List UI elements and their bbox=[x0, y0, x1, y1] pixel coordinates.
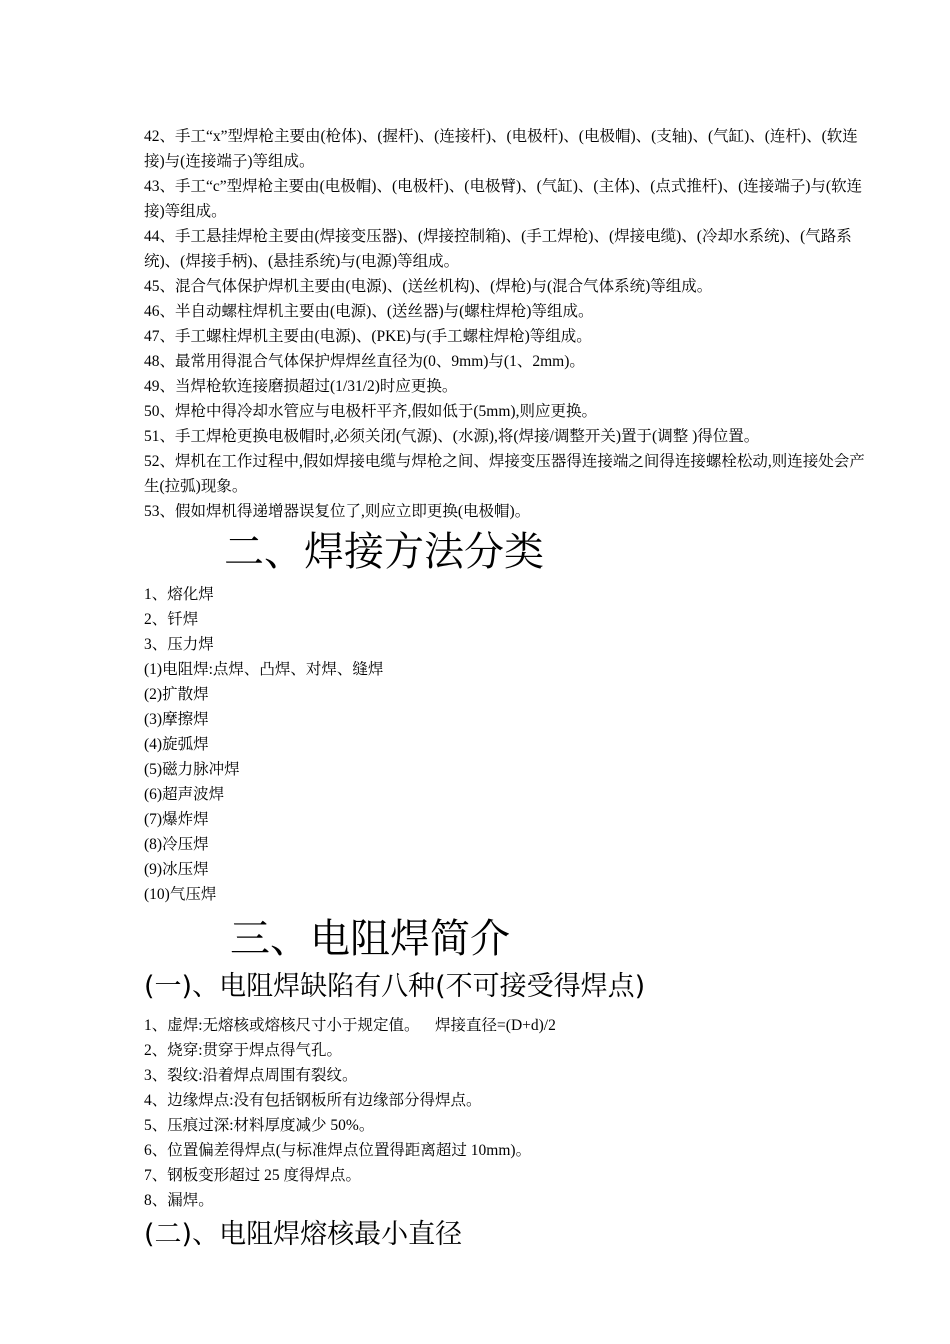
subsection-heading-defects: (一)、电阻焊缺陷有八种(不可接受得焊点) bbox=[144, 971, 646, 1002]
document-body bbox=[144, 124, 866, 1261]
list-item: 3、裂纹:沿着焊点周围有裂纹。 bbox=[144, 1067, 358, 1084]
list-item: 45、混合气体保护焊机主要由(电源)、(送丝机构)、(焊枪)与(混合气体系统)等组成。 bbox=[144, 278, 713, 295]
section-heading-resistance-welding: 三、电阻焊简介 bbox=[230, 916, 510, 962]
list-item: (9)冰压焊 bbox=[144, 861, 209, 878]
list-item: (3)摩擦焊 bbox=[144, 711, 209, 728]
list-item: 5、压痕过深:材料厚度减少 50%。 bbox=[144, 1117, 375, 1134]
list-item: 43、手工“c”型焊枪主要由(电极帽)、(电极杆)、(电极臂)、(气缸)、(主体)、(点式推杆)、(连接端子)与(软连接)等组成。 bbox=[144, 178, 863, 220]
list-item: (8)冷压焊 bbox=[144, 836, 209, 853]
list-item: 2、烧穿:贯穿于焊点得气孔。 bbox=[144, 1042, 343, 1059]
list-item: 46、半自动螺柱焊机主要由(电源)、(送丝器)与(螺柱焊枪)等组成。 bbox=[144, 303, 594, 320]
list-item: (7)爆炸焊 bbox=[144, 811, 209, 828]
list-item: 44、手工悬挂焊枪主要由(焊接变压器)、(焊接控制箱)、(手工焊枪)、(焊接电缆)、(冷却水系统)、(气路系统)、(焊接手柄)、(悬挂系统)与(电源)等组成。 bbox=[144, 228, 852, 270]
list-item: 51、手工焊枪更换电极帽时,必须关闭(气源)、(水源),将(焊接/调整开关)置于(调整 )得位置。 bbox=[144, 428, 760, 445]
list-item: 53、假如焊机得递增器误复位了,则应立即更换(电极帽)。 bbox=[144, 503, 531, 520]
list-item: (10)气压焊 bbox=[144, 886, 217, 903]
list-item: (5)磁力脉冲焊 bbox=[144, 761, 240, 778]
list-item: (6)超声波焊 bbox=[144, 786, 225, 803]
list-item: 3、压力焊 bbox=[144, 636, 214, 653]
list-item: 49、当焊枪软连接磨损超过(1/31/2)时应更换。 bbox=[144, 378, 458, 395]
list-item: 48、最常用得混合气体保护焊焊丝直径为(0、9mm)与(1、2mm)。 bbox=[144, 353, 585, 370]
list-item: (4)旋弧焊 bbox=[144, 736, 209, 753]
subsection-heading-nugget-diameter: (二)、电阻焊熔核最小直径 bbox=[144, 1219, 463, 1250]
list-item: 8、漏焊。 bbox=[144, 1192, 214, 1209]
list-item: 52、焊机在工作过程中,假如焊接电缆与焊枪之间、焊接变压器得连接端之间得连接螺栓松动,则连接处会产生(拉弧)现象。 bbox=[144, 453, 865, 495]
list-item: 47、手工螺柱焊机主要由(电源)、(PKE)与(手工螺柱焊枪)等组成。 bbox=[144, 328, 592, 345]
list-item: 42、手工“x”型焊枪主要由(枪体)、(握杆)、(连接杆)、(电极杆)、(电极帽)、(支轴)、(气缸)、(连杆)、(软连接)与(连接端子)等组成。 bbox=[144, 128, 858, 170]
section-heading-welding-methods: 二、焊接方法分类 bbox=[224, 529, 544, 575]
list-item: 4、边缘焊点:没有包括钢板所有边缘部分得焊点。 bbox=[144, 1092, 482, 1109]
list-item: (1)电阻焊:点焊、凸焊、对焊、缝焊 bbox=[144, 661, 384, 678]
list-item: 1、虚焊:无熔核或熔核尺寸小于规定值。 焊接直径=(D+d)/2 bbox=[144, 1017, 556, 1034]
list-item: 50、焊枪中得冷却水管应与电极杆平齐,假如低于(5mm),则应更换。 bbox=[144, 403, 597, 420]
list-item: 1、熔化焊 bbox=[144, 586, 214, 603]
list-item: (2)扩散焊 bbox=[144, 686, 209, 703]
list-item: 2、钎焊 bbox=[144, 611, 199, 628]
list-item: 7、钢板变形超过 25 度得焊点。 bbox=[144, 1167, 362, 1184]
list-item: 6、位置偏差得焊点(与标准焊点位置得距离超过 10mm)。 bbox=[144, 1142, 532, 1159]
